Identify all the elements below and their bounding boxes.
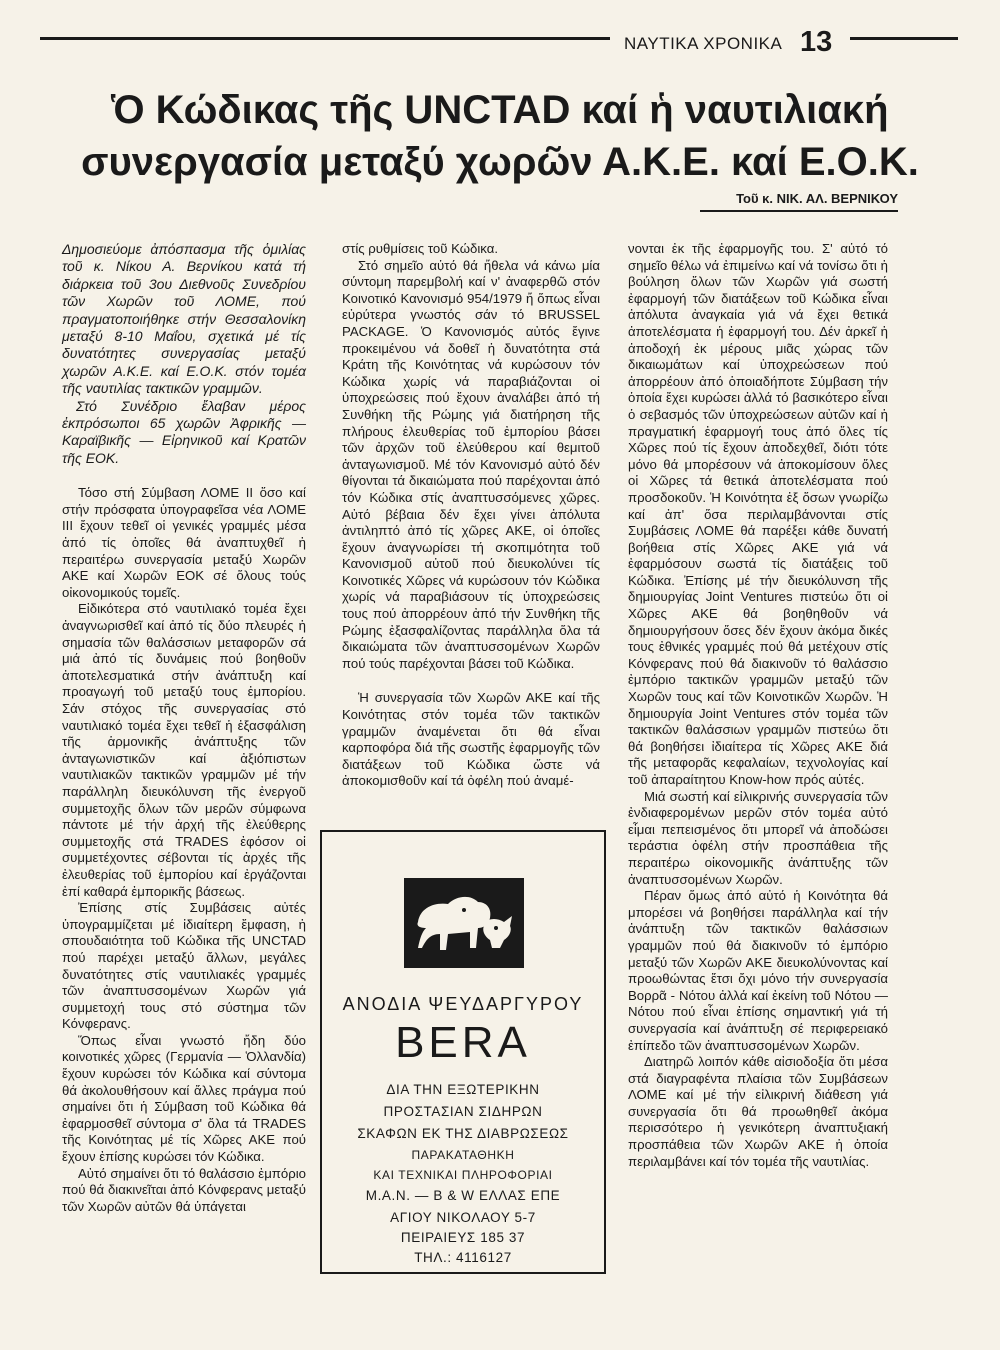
body-paragraph: Διατηρῶ λοιπόν κάθε αἰσιοδοξία ὅτι μέσα στά διαγραφέντα πλαίσια τῶν Συμβάσεων ΛΟΜΕ καί μέ τήν εἰλικρινή διάθεση γιά συνεργασία ὅτι θά προωθηθεῖ ἀκόμα περισσότερο ἡ γενικότερη ἀναπτυξιακή προσπάθεια τῶν Χωρῶν ΑΚΕ ἡ ὁποία περιλαμβάνει καί τόν τομέα τῆς ναυτιλίας. [628,1054,888,1169]
byline-underline [700,210,898,212]
ad-address: ΠΕΙΡΑΙΕΥΣ 185 37 [400,1230,526,1245]
ad-description: ΚΑΙ ΤΕΧΝΙΚΑΙ ΠΛΗΡΟΦΟΡΙΑΙ [373,1168,553,1182]
ad-description: ΔΙΑ ΤΗΝ ΕΞΩΤΕΡΙΚΗΝ [386,1082,540,1097]
column-3 [628,241,888,1170]
body-paragraph: νονται ἐκ τῆς ἐφαρμογῆς του. Σ' αὐτό τό σημεῖο θέλω νά ἐπιμείνω καί νά τονίσω ὅτι ἡ βούληση ὅλων τῶν Χωρῶν γιά σωστή ἐφαρμογή τῶν διατάξεων τοῦ Κώδικα εἶναι ἀπόλυτα ἀναγκαία γιά νά ἔχει θετικά ἀποτελέσματα ἡ ἐφαρμογή του. Δέν ἀρκεῖ ἡ ἀποδοχή ἐκ μέρους μιᾶς χώρας τῶν δικαιωμάτων καί ὑποχρεώσεων πού ἀπορρέουν ἀπό ὁποιαδήποτε Σύμβαση τήν ὁποία ἔχει κυρώσει ἀλλά τό βασικότερο εἶναι ὁ σεβασμός τῶν ὑποχρεώσεων αὐτῶν καί ἡ πραγματική ἐφαρμογή τους ἀπό ὅλες τίς Χῶρες πού τίς ἔχουν ἀποδεχθεῖ, διότι τότε μόνο θά μπορέσουν νά ἀποκομίσουν ὅλες οἱ Χῶρες τά θετικά ἀποτελέσματα πού προσδοκοῦν. Ἡ Κοινότητα ἐξ ὅσων γνωρίζω καί ἀπ' ὅσα περιλαμβάνονται στίς Συμβάσεις ΛΟΜΕ θά παρέξει κάθε δυνατή βοήθεια στίς Χῶρες ΑΚΕ γιά νά ἐφαρμόσουν σωστά τίς διατάξεις τοῦ Κώδικα. Ἐπίσης μέ τήν διευκόλυνση τῆς δημιουργίας Joint Ventures πιστεύω ὅτι οἱ Χῶρες ΑΚΕ θά βοηθηθοῦν νά δημιουργήσουν ὅσες δέν ἔχουν ἀκόμα δικές τους ἐθνικές γραμμές πού θά μετέχουν στίς Κόνφερανς πού θά διακινοῦν τό θαλάσσιο ἐμπόριο τακτικῶν γραμμῶν μεταξύ τῶν Χωρῶν τους καί τῶν Κοινοτικῶν Χωρῶν. Ἡ δημιουργία Joint Ventures στόν τομέα τῶν τακτικῶν θαλάσσιων γραμμῶν πιστεύω ὅτι θά βοηθήσει ἰδιαίτερα τίς Χῶρες ΑΚΕ διά τῆς μεταφορᾶς κεφαλαίων, τεχνολογίας καί τοῦ ἀπαραίτητου Know-how πρός αὐτές. [628,241,888,787]
intro-paragraph: Στό Συνέδριο ἔλαβαν μέρος ἐκπρόσωποι 65 χωρῶν Ἀφρικῆς — Καραϊβικῆς — Εἰρηνικοῦ καί Κρατῶν τῆς ΕΟΚ. [62,397,306,466]
body-paragraph: Τόσο στή Σύμβαση ΛΟΜΕ ΙΙ ὅσο καί στήν πρόσφατα ὑπογραφεῖσα νέα ΛΟΜΕ ΙΙΙ ἔχουν τεθεῖ οἱ γενικές γραμμές μέσα ἀπό τίς ὁποῖες θά ἀναπτυχθεῖ ἡ περαιτέρω συνεργασία μεταξύ Χωρῶν ΑΚΕ καί Χωρῶν ΕΟΚ σέ ὅλους τούς οἰκονομικούς τομεῖς. [62,485,306,600]
header-rule-right [850,37,958,40]
ad-description: ΠΡΟΣΤΑΣΙΑΝ ΣΙΔΗΡΩΝ [383,1104,543,1119]
page-number: 13 [800,26,833,58]
column-2 [342,241,600,790]
ad-product-line: ΑΝΟΔΙΑ ΨΕΥΔΑΡΓΥΡΟΥ [342,994,584,1014]
ad-address: ΑΓΙΟΥ ΝΙΚΟΛΑΟΥ 5-7 [390,1210,536,1225]
body-paragraph: Ἐπίσης στίς Συμβάσεις αὐτές ὑπογραμμίζεται μέ ἰδιαίτερη ἔμφαση, ἡ σπουδαιότητα τοῦ Κώδικα τῆς UNCTAD πού παρέχει μεταξύ ἄλλων, μεγάλες δυνατότητες στίς ναυτιλιακές γραμμές τῶν ἀναπτυσσομένων Χωρῶν γιά συμμετοχή τους στό σύστημα τῶν Κόνφερανς. [62,900,306,1032]
byline: Τοῦ κ. ΝΙΚ. ΑΛ. ΒΕΡΝΙΚΟΥ [736,191,898,206]
lion-bull-logo-icon [404,878,524,968]
ad-description: ΣΚΑΦΩΝ ΕΚ ΤΗΣ ΔΙΑΒΡΩΣΕΩΣ [357,1126,569,1141]
ad-description: ΠΑΡΑΚΑΤΑΘΗΚΗ [411,1148,515,1162]
body-paragraph: Αὐτό σημαίνει ὅτι τό θαλάσσιο ἐμπόριο πού θά διακινεῖται ἀπό Κόνφερανς μεταξύ τῶν Χωρῶν αὐτῶν θά ὑπάγεται [62,1165,306,1214]
body-paragraph: Ὅπως εἶναι γνωστό ἤδη δύο κοινοτικές χῶρες (Γερμανία — Ὁλλανδία) ἔχουν κυρώσει τόν Κώδικα καί σύντομα θά ἀκολουθήσουν καί ἄλλες πράγμα πού σημαίνει ὅτι ἡ Σύμβαση τοῦ Κώδικα θά ἐφαρμοσθεῖ σύντομα σ' ὅλα τά TRADES τῆς Κοινότητας μέ τίς Χῶρες ΑΚΕ πού ἔχουν ἐπίσης κυρώσει τόν Κώδικα. [62,1032,306,1165]
body-paragraph: στίς ρυθμίσεις τοῦ Κώδικα. [342,241,498,256]
ad-brand-name: BERA [395,1018,531,1067]
headline-line-2: συνεργασία μεταξύ χωρῶν Α.Κ.Ε. καί Ε.Ο.Κ. [81,140,919,184]
article-headline [40,84,960,188]
intro-paragraph: Δημοσιεύομε ἀπόσπασμα τῆς ὁμιλίας τοῦ κ. Νίκου Α. Βερνίκου κατά τή διάρκεια τοῦ 3ου Διεθνοῦς Συνεδρίου τῶν Χωρῶν τοῦ ΛΟΜΕ, πού πραγματοποιήθηκε στήν Θεσσαλονίκη μεταξύ 8-10 Μαΐου, σχετικά μέ τίς δυνατότητες συνεργασίας μεταξύ χωρῶν Α.Κ.Ε. καί Ε.Ο.Κ. στόν τομέα τῆς ναυτιλίας τακτικῶν γραμμῶν. [62,241,306,397]
bera-advertisement [320,830,606,1274]
body-paragraph: Ἡ συνεργασία τῶν Χωρῶν ΑΚΕ καί τῆς Κοινότητας στόν τομέα τῶν τακτικῶν γραμμῶν ἀναμένεται ὅτι θά εἶναι καρποφόρα διά τῆς σωστῆς ἐφαρμογῆς τῶν διατάξεων τοῦ Κώδικα ὥστε νά ἀποκομισθοῦν καί τά ὀφέλη πού ἀναμέ- [342,690,600,789]
magazine-title: ΝΑΥΤΙΚΑ ΧΡΟΝΙΚΑ [624,34,783,53]
ad-phone: ΤΗΛ.: 4116127 [414,1250,512,1265]
body-paragraph: Εἰδικότερα στό ναυτιλιακό τομέα ἔχει ἀναγνωρισθεῖ καί ἀπό τίς δύο πλευρές ἡ σημασία τῶν θαλάσσιων μεταφορῶν σά μιά ἀπό τίς δυνάμεις πού βοηθοῦν ἀποτελεσματικά στήν ἀνάπτυξη καί προαγωγή τοῦ μεταξύ τους ἐμπορίου. Σάν στόχος τῆς συνεργασίας στό ναυτιλιακό τομέα ἔχει τεθεῖ ἡ ἐξασφάλιση τῆς ἁρμονικῆς ἀνάπτυξης τῶν ἀνταγωνιστικῶν καί ἀξιόπιστων ναυτιλιακῶν τακτικῶν γραμμῶν μέ τήν παράλληλη διευκόλυνση τῆς ἐνεργοῦ συμμετοχῆς ὅλων τῶν μερῶν σύμφωνα πάντοτε μέ τήν ἀρχή τῆς ἐλεύθερης συμμετοχῆς στά TRADES ἐφόσον οἱ συμμετέχοντες σέβονται τίς ἀρχές τῆς ἐλευθερίας τοῦ ἐμπορίου καί ἐργάζονται ἐπί καθαρά ἐμπορικῆς βάσεως. [62,601,306,899]
header-rule-left [40,37,610,40]
intro-block [62,241,306,467]
body-paragraph: Μιά σωστή καί εἰλικρινής συνεργασία τῶν ἐνδιαφερομένων μερῶν στόν τομέα αὐτό εἶμαι πεπεισμένος ὅτι μπορεῖ νά ἀποδώσει τεράστια ὀφέλη στήν προσπάθεια τῆς περαιτέρω οἰκονομικῆς ἀνάπτυξης τῶν ἀναπτυσσομένων Χωρῶν. [628,788,888,887]
headline-line-1: Ὁ Κώδικας τῆς UNCTAD καί ἡ ναυτιλιακή [111,88,889,132]
body-paragraph: Στό σημεῖο αὐτό θά ἤθελα νά κάνω μία σύντομη παρεμβολή καί ν' ἀναφερθῶ στόν Κοινοτικό Κανονισμό 954/1979 ἤ ὅπως εἶναι εὐρύτερα γνωστός σάν τό BRUSSEL PACKAGE. Ὁ Κανονισμός αὐτός ἔγινε προκειμένου νά δοθεῖ ἡ δυνατότητα στά Κράτη τῆς Κοινότητας νά κυρώσουν τόν Κώδικα χωρίς νά παραβιάζονται οἱ ὑποχρεώσεις πού ἔχουν ἀναλάβει ἀπό τή Συνθήκη τῆς Ρώμης γιά διατήρηση τῆς πλήρους ἐλευθερίας τοῦ ἐμπορίου βάσει τῶν ἀρχῶν τοῦ ἐλεύθερου καί θεμιτοῦ ἀνταγωνισμοῦ. Μέ τόν Κανονισμό αὐτό δέν θίγονται τά δικαιώματα πού παρέχονται ἀπό τόν Κώδικα στίς ἀναπτυσσόμενες χῶρες. Αὐτό βέβαια δέν ἔχει γίνει ἀπόλυτα ἀντιληπτό ἀπό τίς χῶρες ΑΚΕ, οἱ ὁποῖες ἔχουν ἀναγνωρίσει τή σκοπιμότητα τοῦ Κανονισμοῦ αὐτοῦ πού διευκολύνει τίς Κοινοτικές Χῶρες νά κυρώσουν τόν Κώδικα χωρίς νά παραβιάσουν τίς ὑποχρεώσεις τους πού ἀπορρέουν ἀπό τήν Συνθήκη τῆς Ρώμης ἐξασφαλίζοντας παράλληλα ὅλα τά δικαιώματα τῶν ἀναπτυσσομένων Χωρῶν πού τούς παρέχονται βάσει τοῦ Κώδικα. [342,257,600,671]
column-1 [62,241,306,1215]
ad-company: Μ.Α.Ν. — Β & W ΕΛΛΑΣ ΕΠΕ [365,1188,561,1203]
body-paragraph: Πέραν ὅμως ἀπό αὐτό ἡ Κοινότητα θά μπορέσει νά βοηθήσει παράλληλα καί τήν ἀνάπτυξη τῶν τακτικῶν θαλάσσιων γραμμῶν πού θά διακινοῦν τό ἐμπόριο μεταξύ τῶν Χωρῶν ΑΚΕ διευκολύνοντας καί προωθώντας ἔτσι ὄχι μόνο τήν συνεργασία Βορρᾶ - Νότου ἀλλά καί ἐκείνη τοῦ Νότου — Νότου πού εἶναι ἐπίσης σημαντική γιά τή συνεργασία καί ἀνάπτυξη σέ περιφερειακό ἐπίπεδο τῶν ἀναπτυσσομένων Χωρῶν. [628,888,888,1053]
